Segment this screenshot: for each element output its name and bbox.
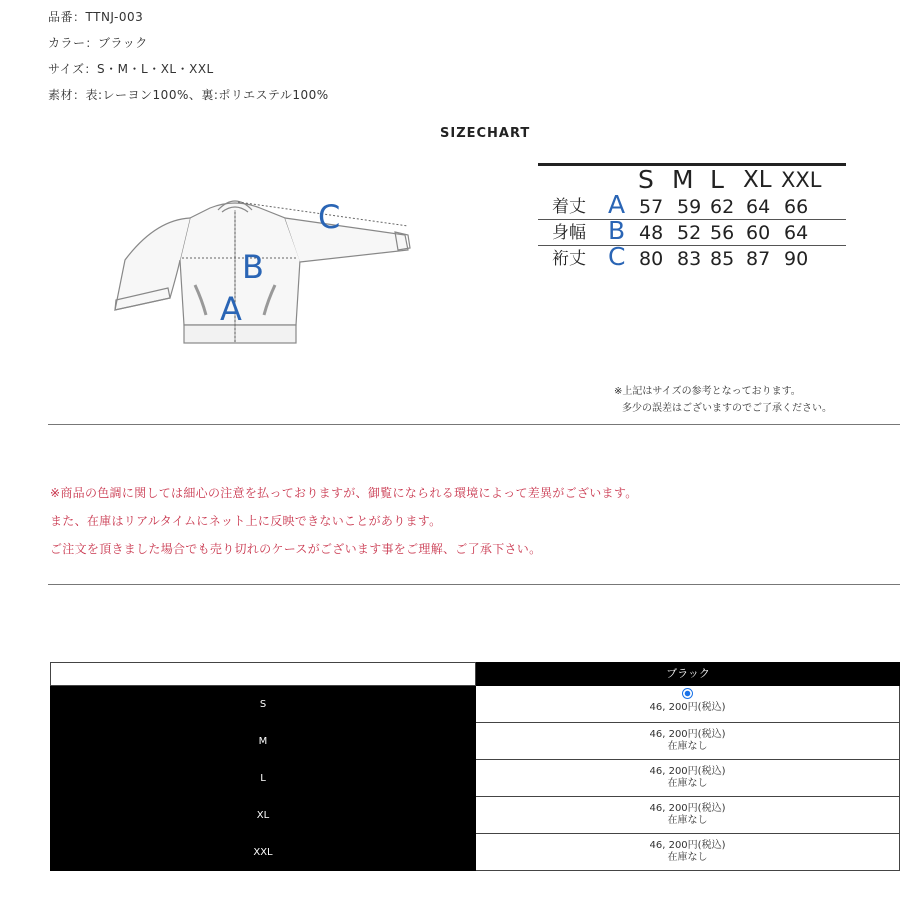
size-value: 90 [784, 248, 809, 270]
notice-line: ご注文を頂きました場合でも売り切れのケースがございます事をご理解、ご了承下さい。 [50, 542, 542, 556]
diagram-label-b: B [242, 248, 264, 286]
notice-line: ※商品の色調に関しては細心の注意を払っておりますが、御覧になられる環境によって差異がございます。 [50, 486, 638, 500]
row-label: 裄丈 [552, 249, 586, 269]
row-label: 身幅 [552, 223, 586, 243]
stock-cell [476, 797, 900, 834]
size-header: XL [743, 167, 772, 193]
size-value: 80 [639, 248, 664, 270]
row-letter: C [608, 242, 626, 271]
size-value: 59 [677, 196, 702, 218]
size-value: 64 [746, 196, 771, 218]
row-divider [538, 219, 846, 220]
sizechart-note-line1: ※上記はサイズの参考となっております。 [614, 386, 801, 397]
section-divider [48, 424, 900, 425]
stock-cell [476, 834, 900, 871]
product-color: カラー：ブラック [48, 36, 148, 50]
price-text: 46, 200円(税込) [649, 840, 726, 851]
size-row-label: XL [50, 797, 476, 834]
size-row-label: XXL [50, 834, 476, 871]
stock-status: 在庫なし [667, 852, 708, 863]
stock-status: 在庫なし [667, 815, 708, 826]
stock-cell [476, 760, 900, 797]
size-value: 64 [784, 222, 809, 244]
size-row-label: M [50, 723, 476, 760]
section-divider [48, 584, 900, 585]
row-letter: B [608, 216, 626, 245]
size-header: M [672, 165, 694, 194]
price-text: 46, 200円(税込) [649, 702, 726, 713]
size-value: 85 [710, 248, 735, 270]
stock-status: 在庫なし [667, 741, 708, 752]
size-value: 62 [710, 196, 735, 218]
size-header: L [710, 165, 724, 194]
product-number: 品番：TTNJ-003 [48, 10, 144, 24]
row-label: 着丈 [552, 197, 586, 217]
stock-status: 在庫なし [667, 778, 708, 789]
size-header: S [638, 165, 654, 194]
stock-cell [476, 723, 900, 760]
price-text: 46, 200円(税込) [649, 766, 726, 777]
price-text: 46, 200円(税込) [649, 729, 726, 740]
jacket-diagram [110, 190, 420, 355]
stock-table-corner [50, 662, 476, 686]
stock-cell[interactable] [476, 686, 900, 723]
row-divider [538, 245, 846, 246]
size-header: XXL [781, 168, 822, 192]
size-value: 66 [784, 196, 809, 218]
size-value: 60 [746, 222, 771, 244]
row-letter: A [608, 190, 626, 219]
size-row-label: L [50, 760, 476, 797]
size-radio-selected[interactable] [682, 688, 693, 699]
product-material: 素材：表:レーヨン100%、裏:ポリエステル100% [48, 88, 329, 102]
size-value: 56 [710, 222, 735, 244]
price-text: 46, 200円(税込) [649, 803, 726, 814]
diagram-label-a: A [220, 290, 242, 328]
size-value: 83 [677, 248, 702, 270]
size-value: 87 [746, 248, 771, 270]
color-header: ブラック [476, 662, 900, 686]
size-value: 52 [677, 222, 702, 244]
notice-line: また、在庫はリアルタイムにネット上に反映できないことがあります。 [50, 514, 442, 528]
sizechart-note-line2: 多少の誤差はございますのでご了承ください。 [622, 403, 832, 414]
product-sizes: サイズ：S・M・L・XL・XXL [48, 62, 214, 76]
size-value: 57 [639, 196, 664, 218]
diagram-label-c: C [318, 198, 341, 236]
size-value: 48 [639, 222, 664, 244]
sizechart-title: SIZECHART [440, 126, 531, 141]
size-row-label: S [50, 686, 476, 723]
